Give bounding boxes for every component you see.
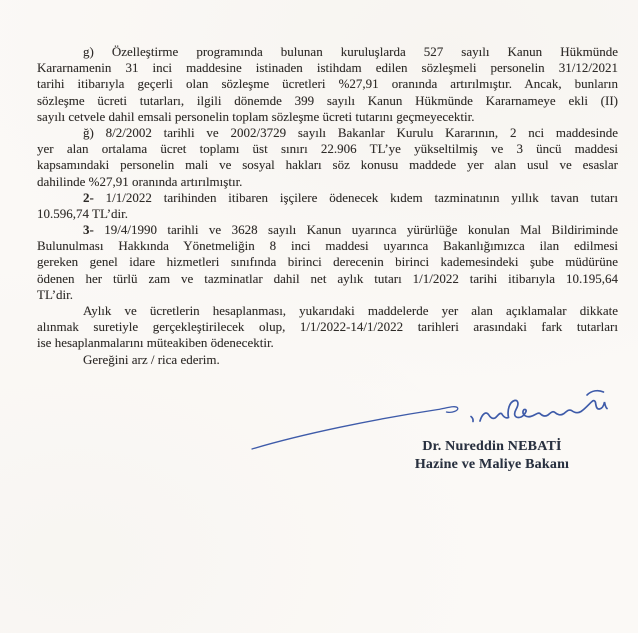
text-line: g) Özelleştirme programında bulunan kuruluşlarda 527 sayılı Kanun Hükmünde bbox=[83, 44, 618, 59]
signature-stroke-scrawl bbox=[480, 400, 607, 421]
signature-stroke-diacritic bbox=[587, 391, 604, 395]
item-number: 2- bbox=[83, 189, 94, 205]
text-line: alınmak suretiyle gerçekleştirilecek olup, 1/1/2022-14/1/2022 tarihleri arasındaki fark tutarları bbox=[37, 319, 618, 335]
text-line: ğ) 8/2/2002 tarihli ve 2002/3729 sayılı Bakanlar Kurulu Kararının, 2 nci maddesinde bbox=[83, 124, 618, 140]
text-line: sayılı cetvele dahil emsali personelin toplam sözleşme ücreti tutarını geçmeyecektir. bbox=[37, 108, 475, 124]
text-line: Gereğini arz / rica ederim. bbox=[83, 351, 220, 367]
paragraph bbox=[37, 44, 618, 125]
signatory-title: Hazine ve Maliye Bakanı bbox=[414, 456, 570, 472]
text-line: ödenen her türlü zam ve tazminatlar dahil net aylık tutarı 1/1/2022 tarihi itibarıyla 10.195,64 bbox=[37, 270, 618, 286]
text-line: ise hesaplanmalarını müteakiben ödenecektir. bbox=[37, 335, 274, 351]
signature-stroke-dot bbox=[471, 417, 473, 422]
text-line: TL’dir. bbox=[37, 286, 73, 302]
text-line: kapsamındaki personelin mali ve sosyal hakları söz konusu maddede yer alan usul ve esaslar bbox=[37, 157, 618, 173]
paragraph bbox=[37, 125, 618, 190]
paragraph bbox=[37, 222, 618, 303]
paragraph bbox=[37, 352, 618, 368]
text-line bbox=[37, 222, 618, 238]
paragraph bbox=[37, 303, 618, 352]
text-line: 10.596,74 TL’dir. bbox=[37, 205, 129, 221]
text-line: Aylık ve ücretlerin hesaplanması, yukarıdaki maddelerde yer alan açıklamalar dikkate bbox=[83, 303, 618, 318]
text-line: Kararnamenin 31 inci maddesine istinaden istihdam edilen sözleşmeli personelin 31/12/2021 bbox=[37, 60, 618, 76]
text-line bbox=[37, 190, 618, 206]
document-body bbox=[37, 44, 618, 368]
paragraph bbox=[37, 190, 618, 222]
text-line: gereken genel idare hizmetleri sınıfında birinci derecenin birinci kademesindeki şube müdürüne bbox=[37, 254, 618, 270]
signature-block bbox=[372, 438, 612, 473]
signatory-name: Dr. Nureddin NEBATİ bbox=[422, 439, 562, 454]
item-number: 3- bbox=[83, 222, 94, 238]
line-text: 19/4/1990 tarihli ve 3628 sayılı Kanun uyarınca yürürlüğe konulan Mal Bildiriminde bbox=[93, 222, 618, 238]
text-line: yer alan ortalama ücret toplamı üst sınırı 22.906 TL’ye yükseltilmiş ve 3 üncü maddesi bbox=[37, 141, 618, 157]
text-line: sözleşme ücreti tutarları, ilgili dönemde 399 sayılı Kanun Hükmünde Kararnameye ekli (II) bbox=[37, 92, 618, 108]
text-line: dahilinde %27,91 oranında artırılmıştır. bbox=[37, 173, 243, 189]
line-text: 1/1/2022 tarihinden itibaren işçilere ödenecek kıdem tazminatının yıllık tavan tutarı bbox=[93, 189, 618, 205]
text-line: tarihi itibarıyla geçerli olan sözleşme ücretleri %27,91 oranında artırılmıştır. Ancak, bunların bbox=[37, 76, 618, 92]
text-line: Bulunulması Hakkında Yönetmeliğin 8 inci maddesi uyarınca Bakanlığımızca ilan edilmesi bbox=[37, 238, 618, 254]
